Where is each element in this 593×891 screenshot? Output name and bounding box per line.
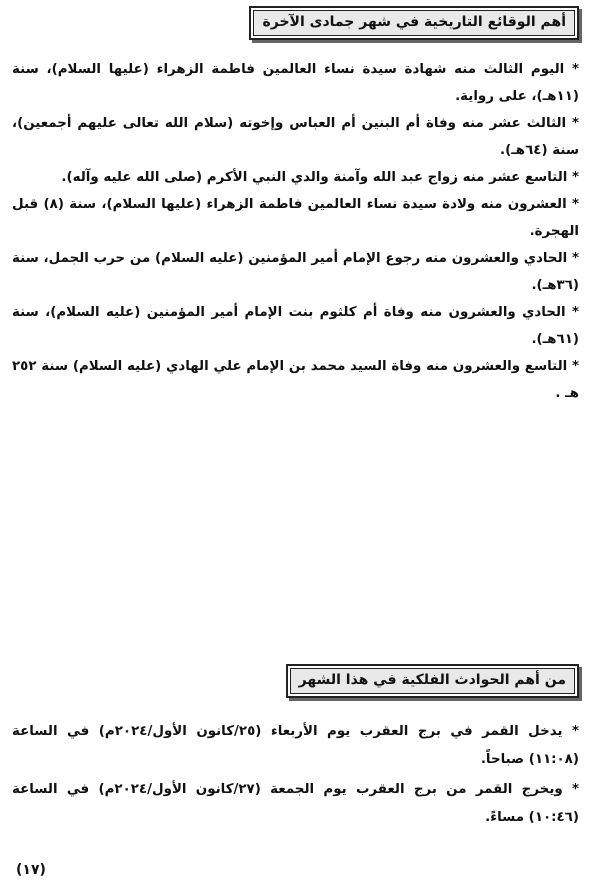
list-item: * الحادي والعشرون منه رجوع الإمام أمير المؤمنين (عليه السلام) من حرب الجمل، سنة (٣٦هـ). (12, 251, 579, 293)
list-item: * يدخل القمر في برج العقرب يوم الأربعاء (٢٥/كانون الأول/٢٠٢٤م) في الساعة (١١:٠٨) صباحاً. (12, 724, 579, 767)
section-heading-astronomical-events (286, 664, 579, 698)
astronomical-events-list (12, 718, 579, 834)
list-item: * العشرون منه ولادة سيدة نساء العالمين فاطمة الزهراء (عليها السلام)، سنة (٨) قبل الهجرة. (12, 197, 580, 239)
list-item: * التاسع والعشرون منه وفاة السيد محمد بن الإمام علي الهادي (عليه السلام) سنة ٢٥٢ هـ . (12, 359, 579, 401)
list-item: * الحادي والعشرون منه وفاة أم كلثوم بنت الإمام أمير المؤمنين (عليه السلام)، سنة (٦١هـ). (12, 305, 579, 347)
list-item: * الثالث عشر منه وفاة أم البنين أم العباس وإخوته (سلام الله تعالى عليهم أجمعين)، سنة (٦٤هـ). (12, 116, 579, 158)
list-item: * اليوم الثالث منه شهادة سيدة نساء العالمين فاطمة الزهراء (عليها السلام)، سنة (١١هـ)، على رواية. (12, 62, 579, 104)
list-item: * ويخرج القمر من برج العقرب يوم الجمعة (٢٧/كانون الأول/٢٠٢٤م) في الساعة (١٠:٤٦) مساءً. (12, 782, 579, 825)
section-heading-text: أهم الوقائع التاريخية في شهر جمادى الآخرة (253, 10, 575, 36)
page-number: (١٧) (16, 862, 46, 878)
section-heading-historical-events (249, 6, 579, 40)
section-heading-text: من أهم الحوادث الفلكية في هذا الشهر (290, 668, 575, 694)
list-item: * التاسع عشر منه زواج عبد الله وآمنة والدي النبي الأكرم (صلى الله عليه وآله). (61, 170, 579, 185)
historical-events-list (12, 56, 579, 407)
